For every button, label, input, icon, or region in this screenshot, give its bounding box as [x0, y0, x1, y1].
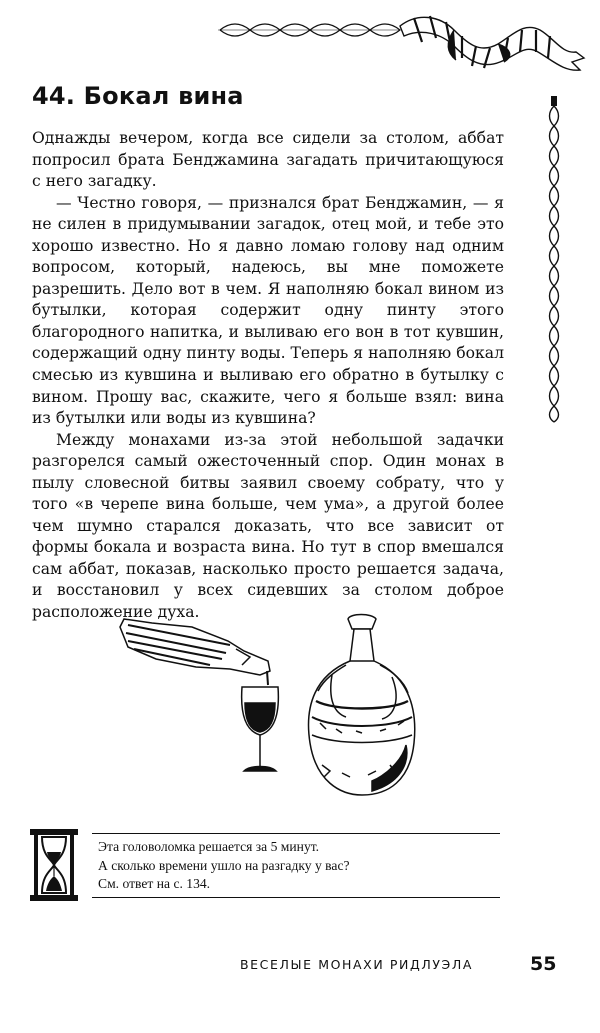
ribbon-ornament — [218, 8, 588, 90]
story-paragraph: Между монахами из-за этой небольшой задачки разгорелся самый ожесточенный спор. Один монах в пылу словесной битвы заявил своему собрату, что у того «в черепе вина больше, чем ума», а другой более чем шумно старался доказать, что все зависит от формы бокала и возраста вина. Но тут в спор вмешался сам аббат, показав, насколько просто решается задача, и восстановил у всех сидевших за столом доброе расположение духа. — [32, 430, 504, 622]
note-top-rule — [92, 833, 500, 834]
vertical-chain-ornament — [546, 96, 562, 426]
time-note — [98, 838, 498, 894]
running-footer-title: ВЕСЕЛЫЕ МОНАХИ РИДЛУЭЛА — [240, 957, 474, 972]
jug-icon — [309, 615, 415, 796]
bottle-icon — [120, 619, 270, 675]
page-number: 55 — [530, 953, 557, 975]
wine-glass-icon — [242, 687, 279, 771]
note-bottom-rule — [92, 897, 500, 898]
hourglass-icon — [28, 828, 80, 902]
wine-stream — [267, 671, 268, 685]
chapter-title: 44. Бокал вина — [32, 82, 244, 110]
story-text — [32, 128, 504, 624]
note-line: А сколько времени ушло на разгадку у вас? — [98, 857, 350, 873]
wine-bottle-glass-jug-illustration — [110, 605, 440, 815]
story-paragraph: — Честно говоря, — признался брат Бенджамин, — я не силен в придумывании загадок, отец мой, и тебе это хорошо известно. Но я давно ломаю голову над одним вопросом, который, надеюсь, вы мне поможете разрешить. Дело вот в чем. Я наполняю бокал вином из бутылки, которая содержит одну пинту этого благородного напитка, и выливаю его вон в тот кувшин, содержащий одну пинту воды. Теперь я наполняю бокал смесью из кувшина и выливаю его обратно в бутылку с вином. Прошу вас, скажите, чего я больше взял: вина из бутылки или воды из кувшина? — [32, 193, 504, 428]
note-line: См. ответ на с. 134. — [98, 876, 211, 891]
note-line: Эта головоломка решается за 5 минут. — [98, 839, 320, 854]
story-paragraph: Однажды вечером, когда все сидели за столом, аббат попросил брата Бенджамина загадать причитающуюся с него загадку. — [32, 129, 504, 191]
